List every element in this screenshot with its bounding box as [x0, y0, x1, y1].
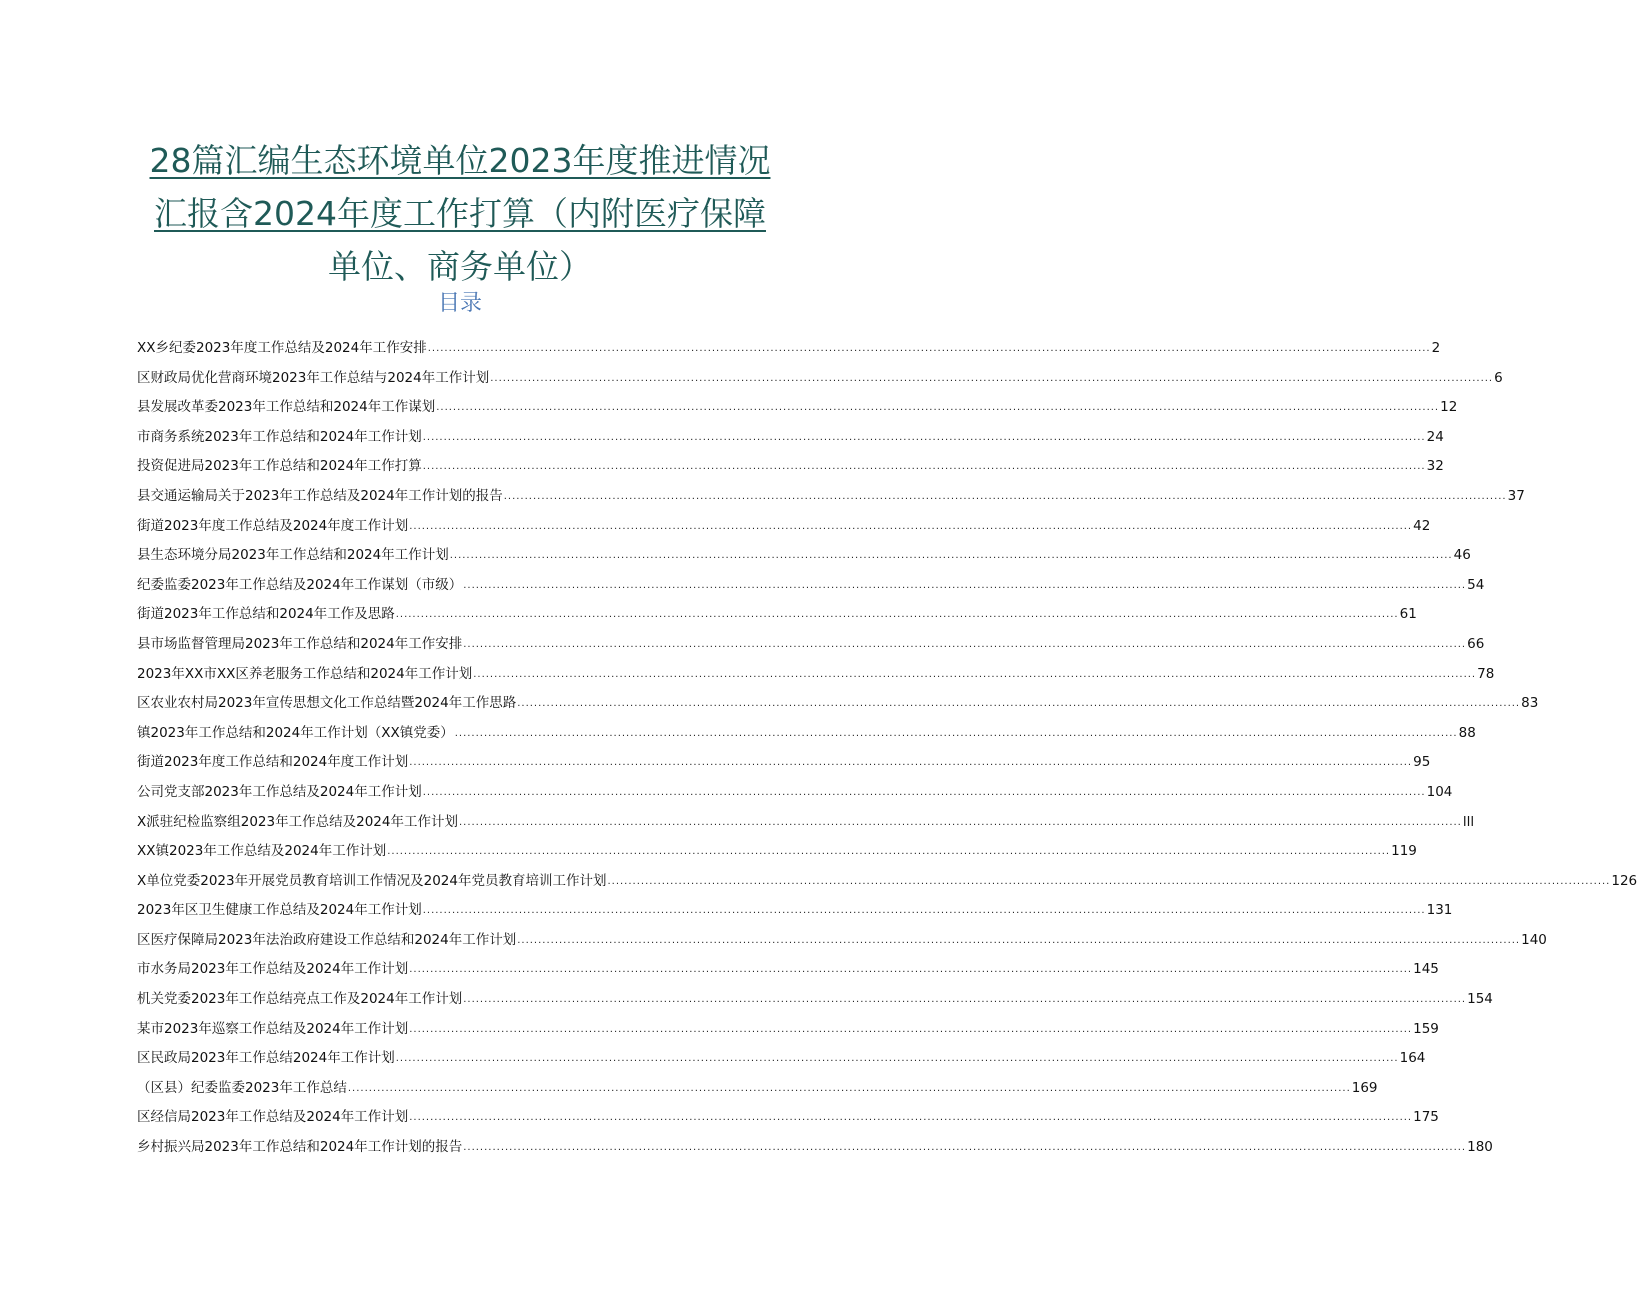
toc-entry[interactable] [137, 541, 1471, 571]
toc-entry[interactable] [137, 748, 1431, 778]
toc-entry-page-number: 88 [1458, 724, 1476, 741]
toc-entry[interactable] [137, 452, 1444, 482]
toc-entry-title: 街道2023年工作总结和2024年工作及思路 [137, 606, 395, 623]
toc-leader-dots: ................................................................................................................................................................................................................................................ [409, 1112, 1413, 1124]
toc-entry[interactable] [137, 955, 1439, 985]
toc-entry[interactable] [137, 482, 1525, 512]
toc-entry[interactable] [137, 867, 1637, 897]
toc-leader-dots: ................................................................................................................................................................................................................................................ [409, 520, 1413, 532]
toc-leader-dots: ................................................................................................................................................................................................................................................ [436, 402, 1440, 414]
toc-entry-page-number: 42 [1413, 517, 1431, 534]
toc-entry[interactable] [137, 364, 1503, 394]
toc-entry-title: 县发展改革委2023年工作总结和2024年工作谋划 [137, 399, 436, 416]
toc-entry-title: 公司党支部2023年工作总结及2024年工作计划 [137, 783, 422, 800]
toc-entry-title: 区民政局2023年工作总结2024年工作计划 [137, 1050, 395, 1067]
toc-entry-page-number: 95 [1413, 754, 1431, 771]
toc-entry-title: 乡村振兴局2023年工作总结和2024年工作计划的报告 [137, 1139, 463, 1156]
toc-entry-title: XX乡纪委2023年度工作总结及2024年工作安排 [137, 340, 427, 356]
toc-leader-dots: ................................................................................................................................................................................................................................................ [463, 579, 1467, 591]
toc-entry[interactable] [137, 600, 1417, 630]
toc-entry-title: 区经信局2023年工作总结及2024年工作计划 [137, 1109, 409, 1126]
toc-entry[interactable] [137, 719, 1476, 749]
toc-entry-title: 县市场监督管理局2023年工作总结和2024年工作安排 [137, 635, 463, 652]
toc-entry-title: 市商务系统2023年工作总结和2024年工作计划 [137, 428, 422, 445]
toc-entry-page-number: 180 [1467, 1139, 1493, 1156]
toc-entry-title: XX镇2023年工作总结及2024年工作计划 [137, 843, 387, 860]
toc-entry-page-number: 78 [1477, 665, 1495, 682]
toc-entry[interactable] [137, 926, 1547, 956]
toc-entry-page-number: 6 [1494, 369, 1503, 386]
toc-entry[interactable] [137, 571, 1485, 601]
toc-leader-dots: ................................................................................................................................................................................................................................................ [449, 550, 1453, 562]
toc-leader-dots: ................................................................................................................................................................................................................................................ [517, 698, 1521, 710]
toc-leader-dots: ................................................................................................................................................................................................................................................ [422, 905, 1426, 917]
toc-leader-dots: ................................................................................................................................................................................................................................................ [347, 1082, 1351, 1094]
toc-entry[interactable] [137, 689, 1539, 719]
toc-entry-title: 纪委监委2023年工作总结及2024年工作谋划（市级） [137, 576, 463, 593]
toc-entry[interactable] [137, 1044, 1426, 1074]
toc-entry-page-number: 175 [1413, 1109, 1439, 1126]
toc-leader-dots: ................................................................................................................................................................................................................................................ [422, 431, 1426, 443]
toc-entry-page-number: 159 [1413, 1020, 1439, 1037]
toc-entry[interactable] [137, 896, 1453, 926]
toc-entry[interactable] [137, 512, 1431, 542]
toc-entry-page-number: 131 [1426, 902, 1453, 919]
toc-entry[interactable] [137, 808, 1475, 838]
toc-entry-page-number: 32 [1426, 458, 1444, 475]
toc-entry[interactable] [137, 423, 1444, 453]
toc-entry[interactable] [137, 1074, 1378, 1104]
toc-entry[interactable] [137, 837, 1417, 867]
toc-entry-page-number: 2 [1431, 340, 1441, 356]
toc-entry-title: 区财政局优化营商环境2023年工作总结与2024年工作计划 [137, 369, 490, 386]
toc-entry-title: 2023年区卫生健康工作总结及2024年工作计划 [137, 902, 422, 919]
toc-entry-title: 市水务局2023年工作总结及2024年工作计划 [137, 961, 409, 978]
toc-entry[interactable] [137, 1133, 1493, 1163]
toc-leader-dots: ................................................................................................................................................................................................................................................ [395, 609, 1399, 621]
toc-entry-page-number: 119 [1391, 843, 1417, 860]
toc-entry-title: 2023年XX市XX区养老服务工作总结和2024年工作计划 [137, 665, 473, 682]
toc-entry-page-number: 37 [1507, 487, 1525, 504]
toc-entry-title: 投资促进局2023年工作总结和2024年工作打算 [137, 458, 422, 475]
toc-entry[interactable] [137, 334, 1441, 364]
toc-entry-title: （区县）纪委监委2023年工作总结 [137, 1079, 347, 1096]
toc-entry[interactable] [137, 660, 1495, 690]
toc-leader-dots: ................................................................................................................................................................................................................................................ [409, 964, 1413, 976]
toc-leader-dots: ................................................................................................................................................................................................................................................ [422, 461, 1426, 473]
toc-leader-dots: ................................................................................................................................................................................................................................................ [463, 994, 1467, 1006]
toc-entry-page-number: 145 [1413, 961, 1439, 978]
toc-entry[interactable] [137, 778, 1453, 808]
toc-entry-page-number: 83 [1521, 695, 1539, 712]
title-line-1: 28篇汇编生态环境单位2023年度推进情况 [149, 141, 771, 181]
toc-entry-page-number: 54 [1467, 576, 1485, 593]
toc-entry-title: 区农业农村局2023年宣传思想文化工作总结暨2024年工作思路 [137, 695, 517, 712]
toc-leader-dots: ................................................................................................................................................................................................................................................ [503, 490, 1507, 502]
toc-entry-page-number: 164 [1399, 1050, 1426, 1067]
toc-entry-title: 区医疗保障局2023年法治政府建设工作总结和2024年工作计划 [137, 931, 517, 948]
toc-entry-title: 街道2023年度工作总结和2024年度工作计划 [137, 754, 409, 771]
toc-leader-dots: ................................................................................................................................................................................................................................................ [395, 1053, 1399, 1065]
toc-leader-dots: ................................................................................................................................................................................................................................................ [458, 816, 1462, 828]
toc-leader-dots: ................................................................................................................................................................................................................................................ [454, 727, 1458, 739]
toc-entry-page-number: 24 [1426, 428, 1444, 445]
toc-entry-title: 县交通运输局关于2023年工作总结及2024年工作计划的报告 [137, 487, 503, 504]
toc-entry-page-number: 140 [1521, 931, 1547, 948]
toc-entry-title: 机关党委2023年工作总结亮点工作及2024年工作计划 [137, 991, 463, 1008]
toc-entry[interactable] [137, 630, 1485, 660]
toc-leader-dots: ................................................................................................................................................................................................................................................ [427, 343, 1431, 354]
toc-leader-dots: ................................................................................................................................................................................................................................................ [473, 668, 1477, 680]
toc-leader-dots: ................................................................................................................................................................................................................................................ [463, 1142, 1467, 1154]
toc-leader-dots: ................................................................................................................................................................................................................................................ [607, 875, 1611, 887]
toc-leader-dots: ................................................................................................................................................................................................................................................ [517, 934, 1521, 946]
toc-entry-title: X派驻纪检监察组2023年工作总结及2024年工作计划 [137, 813, 458, 830]
toc-entry-title: X单位党委2023年开展党员教育培训工作情况及2024年党员教育培训工作计划 [137, 872, 607, 889]
toc-leader-dots: ................................................................................................................................................................................................................................................ [387, 846, 1391, 858]
toc-entry-page-number: 169 [1351, 1079, 1378, 1096]
toc-leader-dots: ................................................................................................................................................................................................................................................ [422, 786, 1426, 798]
toc-leader-dots: ................................................................................................................................................................................................................................................ [409, 757, 1413, 769]
toc-entry-page-number: 61 [1399, 606, 1417, 623]
toc-heading: 目录 [437, 291, 482, 316]
toc-entry-page-number: 126 [1611, 872, 1637, 889]
toc-entry-title: 街道2023年度工作总结及2024年度工作计划 [137, 517, 409, 534]
toc-entry[interactable] [137, 1015, 1439, 1045]
toc-leader-dots: ................................................................................................................................................................................................................................................ [463, 638, 1467, 650]
toc-entry-title: 镇2023年工作总结和2024年工作计划（XX镇党委） [137, 724, 454, 741]
toc-entry-title: 县生态环境分局2023年工作总结和2024年工作计划 [137, 547, 449, 564]
toc-entry-page-number: 66 [1467, 635, 1485, 652]
toc-entry[interactable] [137, 985, 1493, 1015]
table-of-contents [137, 334, 1637, 1163]
title-line-2: 汇报含2024年度工作打算（内附医疗保障 [154, 194, 766, 234]
document-title [120, 134, 800, 293]
toc-leader-dots: ................................................................................................................................................................................................................................................ [490, 372, 1494, 384]
title-line-3: 单位、商务单位） [328, 247, 592, 287]
toc-entry[interactable] [137, 393, 1458, 423]
toc-entry-page-number: 154 [1467, 991, 1493, 1008]
toc-entry-page-number: 104 [1426, 783, 1453, 800]
toc-entry-page-number: 46 [1453, 547, 1471, 564]
toc-entry-page-number: lll [1462, 813, 1475, 830]
toc-leader-dots: ................................................................................................................................................................................................................................................ [409, 1023, 1413, 1035]
toc-entry[interactable] [137, 1103, 1439, 1133]
toc-entry-page-number: 12 [1440, 399, 1458, 416]
toc-entry-title: 某市2023年巡察工作总结及2024年工作计划 [137, 1020, 409, 1037]
